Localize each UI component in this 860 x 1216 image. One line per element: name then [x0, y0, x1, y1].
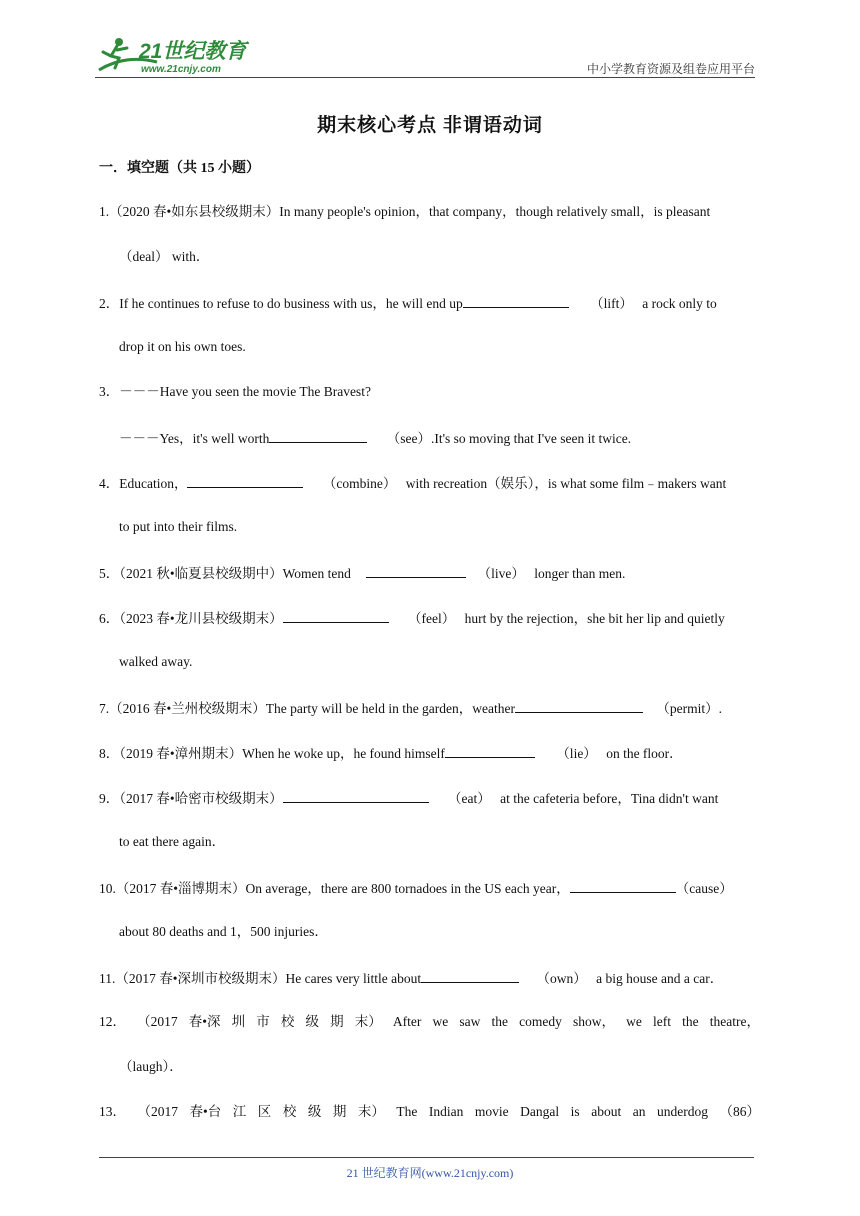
page-title: 期末核心考点 非谓语动词: [317, 115, 543, 136]
q11-line-1: [99, 968, 723, 988]
q12-word: （2017: [137, 1014, 178, 1029]
q12-word: we: [626, 1014, 642, 1029]
q9-hint: （eat）: [447, 791, 491, 806]
footer-divider: [99, 1157, 754, 1158]
q13-line-1: [99, 1103, 760, 1121]
q3-line-1: 3．－－－Have you seen the movie The Bravest?: [99, 384, 371, 399]
q4-line-2: to put into their films.: [119, 519, 238, 534]
q9-line-2: to eat there again．: [119, 834, 226, 849]
q13-word: underdog: [656, 1104, 708, 1119]
q12-word: the: [682, 1014, 699, 1029]
q13-word: 末）: [357, 1104, 385, 1119]
q12-word: theatre，: [709, 1014, 760, 1029]
q12-word: 圳: [231, 1014, 246, 1029]
q6-line-2: walked away.: [119, 654, 193, 669]
q12-word: saw: [459, 1014, 481, 1029]
q11-stem: 11.（2017 春•深圳市校级期末）He cares very little about: [99, 971, 422, 986]
q12-word: the: [491, 1014, 508, 1029]
q7-stem: 7.（2016 春•兰州校级期末）The party will be held in the garden，weather: [99, 701, 516, 716]
q4-stem: 4．Education，: [99, 476, 188, 491]
q11-blank[interactable]: [421, 968, 519, 983]
q13-word: （2017: [137, 1104, 179, 1119]
q10-blank[interactable]: [570, 878, 676, 893]
q12-line-1: [99, 1013, 760, 1031]
q8-blank[interactable]: [445, 743, 535, 758]
q8-line-1: [99, 743, 683, 763]
header-divider: [95, 77, 755, 78]
q7-hint: （permit）.: [656, 701, 723, 716]
q13-word: an: [632, 1104, 646, 1119]
q5-stem: 5．（2021 秋•临夏县校级期中）Women tend: [99, 566, 351, 581]
q7-blank[interactable]: [515, 698, 643, 713]
footer-link[interactable]: 21 世纪教育网(www.21cnjy.com): [346, 1166, 514, 1180]
q12-word: 期: [330, 1014, 344, 1029]
q5-line-1: [99, 563, 625, 583]
q12-word: we: [432, 1014, 449, 1029]
q2-blank[interactable]: [463, 293, 569, 308]
q2-stem: 2．If he continues to refuse to do business with us，he will end up: [99, 296, 463, 311]
q12-word: 春•深: [188, 1014, 221, 1029]
q13-word: 区: [257, 1104, 272, 1119]
q13-word: 级: [307, 1104, 322, 1119]
q13-word: about: [591, 1104, 622, 1119]
q10-stem: 10.（2017 春•淄博期末）On average，there are 800 tornadoes in the US each year，: [99, 881, 570, 896]
q13-word: 期: [332, 1104, 347, 1119]
q10-hint: （cause）: [675, 881, 733, 896]
q13-word: is: [570, 1104, 580, 1119]
q9-line-1: [99, 788, 718, 808]
q3-line-2: [119, 428, 631, 448]
q10-line-2: about 80 deaths and 1，500 injuries．: [119, 924, 328, 939]
q8-rest: on the floor．: [606, 746, 683, 761]
q8-stem: 8．（2019 春•漳州期末）When he woke up，he found himself: [99, 746, 445, 761]
section-heading: 一．填空题（共 15 小题）: [99, 161, 260, 176]
q6-hint: （feel）: [407, 611, 456, 626]
q5-rest: longer than men.: [534, 566, 626, 581]
q13-word: 江: [232, 1104, 247, 1119]
page-header: [95, 32, 755, 78]
q12-word: comedy: [519, 1014, 562, 1029]
q6-line-1: [99, 608, 725, 628]
q12-word: 级: [305, 1014, 319, 1029]
q3-stem: －－－Yes，it's well worth: [119, 431, 270, 446]
q4-line-1: [99, 473, 726, 493]
q6-blank[interactable]: [283, 608, 389, 623]
q6-stem: 6．（2023 春•龙川县校级期末）: [99, 611, 283, 626]
q13-word: 春•台: [189, 1104, 222, 1119]
q9-blank[interactable]: [283, 788, 429, 803]
brand-url: www.21cnjy.com: [141, 64, 221, 75]
q2-line-1: [99, 293, 717, 313]
q5-hint: （live）: [477, 566, 525, 581]
q12-word: 校: [280, 1014, 295, 1029]
q10-line-1: [99, 878, 733, 898]
q11-rest: a big house and a car．: [596, 971, 724, 986]
q2-rest: a rock only to: [642, 296, 717, 311]
q6-rest: hurt by the rejection，she bit her lip and quietly: [464, 611, 725, 626]
q5-blank[interactable]: [366, 563, 466, 578]
platform-label: 中小学教育资源及组卷应用平台: [586, 62, 755, 76]
q12-line-2: （laugh）．: [119, 1059, 183, 1074]
q1-line-1: 1.（2020 春•如东县校级期末）In many people's opinion，that company，though relatively small，is pleasant: [99, 204, 711, 219]
q3-blank[interactable]: [269, 428, 367, 443]
q2-line-2: drop it on his own toes.: [119, 339, 246, 354]
q4-blank[interactable]: [187, 473, 303, 488]
q8-hint: （lie）: [556, 746, 597, 761]
q13-word: 13．: [99, 1104, 126, 1119]
brand-logo: [95, 32, 265, 76]
q13-word: Dangal: [520, 1104, 560, 1119]
q3-hint: （see）: [386, 431, 431, 446]
brand-name: 21世纪教育: [139, 40, 247, 63]
q12-word: left: [652, 1014, 671, 1029]
q12-word: 市: [256, 1014, 270, 1029]
q13-word: The: [396, 1104, 418, 1119]
q13-word: movie: [474, 1104, 509, 1119]
q12-word: 12．: [99, 1014, 126, 1029]
q4-hint: （combine）: [322, 476, 397, 491]
q1-line-2: （deal） with．: [119, 249, 210, 264]
q12-word: show，: [572, 1014, 615, 1029]
q11-hint: （own）: [536, 971, 587, 986]
q13-word: 校: [282, 1104, 297, 1119]
q12-word: After: [392, 1014, 422, 1029]
q9-stem: 9．（2017 春•哈密市校级期末）: [99, 791, 283, 806]
q13-word: Indian: [428, 1104, 464, 1119]
q13-word: （86）: [719, 1104, 760, 1119]
q9-rest: at the cafeteria before，Tina didn't want: [500, 791, 719, 806]
q7-line-1: [99, 698, 722, 718]
q12-word: 末）: [354, 1014, 382, 1029]
q3-rest: .It's so moving that I've seen it twice.: [430, 431, 632, 446]
q2-hint: （lift）: [590, 296, 633, 311]
q4-rest: with recreation（娱乐），is what some film﹣makers want: [405, 476, 727, 491]
